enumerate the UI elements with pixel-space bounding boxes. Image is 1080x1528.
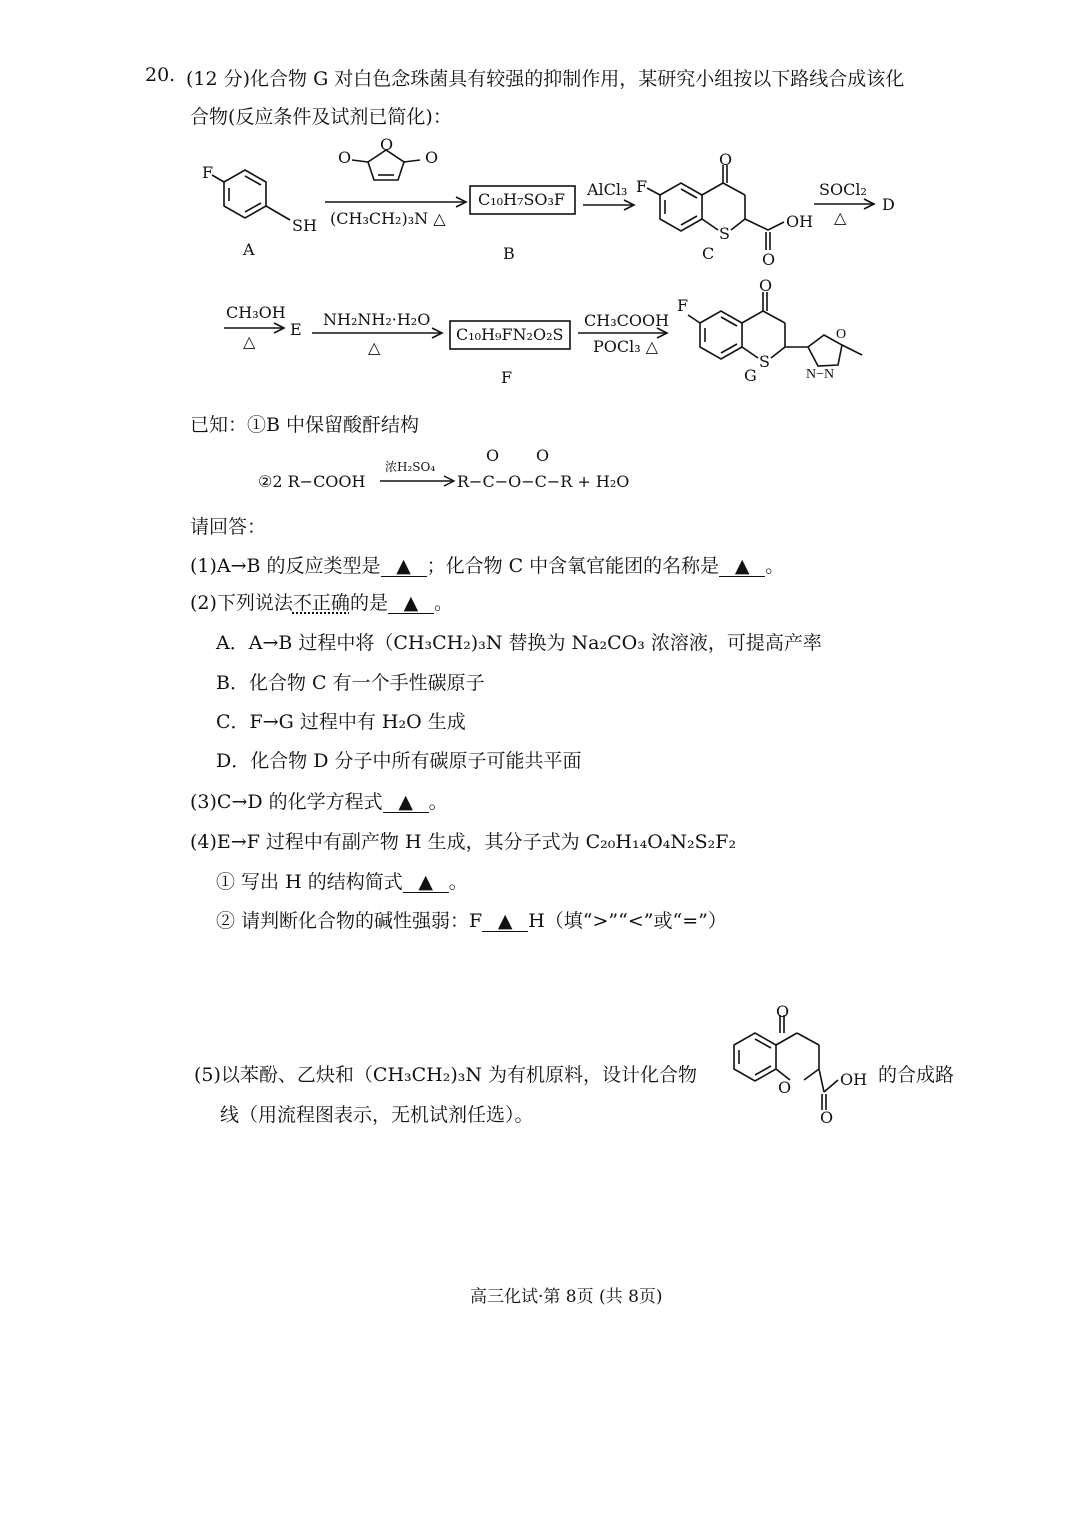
q4-1-end: 。: [448, 871, 468, 893]
question-5-line1-end: 的合成路: [878, 1064, 955, 1086]
known-equation-right: R−C−O−C−R + H₂O: [457, 472, 630, 491]
q4-2-text-b: H（填“>”“<”或“=”）: [528, 910, 727, 932]
known-equation-condition: 浓H₂SO₄: [385, 460, 436, 474]
question-intro-line1: (12 分)化合物 G 对白色念珠菌具有较强的抑制作用，某研究小组按以下路线合成该化: [186, 68, 905, 90]
question-4: (4)E→F 过程中有副产物 H 生成，其分子式为 C₂₀H₁₄O₄N₂S₂F₂: [190, 831, 737, 853]
known-carbonyl-o2: O: [536, 446, 550, 465]
compound-d-label: D: [882, 195, 895, 214]
compound-c-label: C: [702, 244, 715, 263]
option-a: A．A→B 过程中将（CH₃CH₂)₃N 替换为 Na₂CO₃ 浓溶液，可提高产率: [216, 632, 822, 654]
anhydride-o-ring: O: [380, 135, 394, 154]
q2-text-b: 的是: [349, 592, 388, 614]
question-4-1: [216, 867, 468, 894]
compound-g-sulfur: S: [759, 352, 770, 371]
q3-end: 。: [428, 791, 448, 813]
compound-e-label: E: [290, 320, 302, 339]
question-5-line1: (5)以苯酚、乙炔和（CH₃CH₂)₃N 为有机原料，设计化合物: [194, 1064, 698, 1086]
q2-text-a: (2)下列说法: [190, 592, 293, 614]
anhydride-o-right: O: [425, 148, 439, 167]
target-hydroxyl: OH: [840, 1070, 868, 1089]
compound-a-thiol: SH: [292, 216, 317, 235]
compound-g-ketone-o: O: [759, 276, 773, 295]
question-2: [190, 588, 453, 615]
intermediate-f-formula: C₁₀H₉FN₂O₂S: [456, 325, 564, 344]
known-statement: 已知：①B 中保留酸酐结构: [190, 414, 420, 436]
answer-blank-2[interactable]: ▲: [388, 593, 434, 614]
known-equation-arrow: [380, 470, 460, 490]
question-3: [190, 787, 448, 814]
compound-c-sulfur: S: [719, 224, 730, 243]
reagent4-label: CH₃OH: [226, 303, 286, 322]
compound-a-label: A: [243, 240, 255, 259]
q1-end: 。: [765, 555, 785, 577]
answer-blank-1a[interactable]: ▲: [381, 556, 427, 577]
question-1: [190, 551, 784, 578]
reagent5-condition: △: [368, 338, 381, 357]
reagent4-condition: △: [243, 332, 256, 351]
known-carbonyl-o1: O: [486, 446, 500, 465]
reagent1-condition: (CH₃CH₂)₃N △: [330, 209, 446, 228]
compound-g-ring: [700, 311, 742, 359]
compound-a-fluorine: F: [202, 163, 214, 182]
compound-f-label: F: [501, 368, 513, 387]
reagent6-label: CH₃COOH: [584, 311, 670, 330]
compound-c-carbonyl-o: O: [762, 250, 776, 269]
prompt-answer: 请回答：: [190, 516, 267, 538]
answer-blank-1b[interactable]: ▲: [719, 556, 765, 577]
q2-emphasis: 不正确: [292, 592, 350, 614]
answer-blank-3[interactable]: ▲: [383, 792, 429, 813]
question-intro-line2: 合物(反应条件及试剂已简化)：: [190, 106, 452, 128]
q4-1-text: ① 写出 H 的结构简式: [216, 871, 403, 893]
option-d: D．化合物 D 分子中所有碳原子可能共平面: [216, 750, 582, 772]
target-ketone-o: O: [776, 1002, 790, 1021]
reagent3-condition: △: [834, 208, 847, 227]
reagent5-label: NH₂NH₂·H₂O: [323, 310, 431, 329]
intermediate-b-formula: C₁₀H₇SO₃F: [478, 190, 566, 209]
option-c: C．F→G 过程中有 H₂O 生成: [216, 711, 466, 733]
compound-b-label: B: [503, 244, 515, 263]
compound-c-fluorine: F: [636, 177, 648, 196]
compound-g-label: G: [744, 366, 757, 385]
compound-c-ring: [660, 183, 702, 231]
known-equation-left: ②2 R−COOH: [258, 472, 366, 491]
question-4-2: [216, 906, 727, 933]
svg-text:O: O: [836, 327, 847, 342]
question-number: 20.: [145, 64, 176, 86]
compound-c-ketone-o: O: [719, 150, 733, 169]
answer-blank-4-2[interactable]: ▲: [482, 911, 528, 932]
q1-text-a: (1)A→B 的反应类型是: [190, 555, 381, 577]
compound-a-ring: [224, 170, 266, 218]
svg-text:N−N: N−N: [806, 367, 835, 382]
option-b: B．化合物 C 有一个手性碳原子: [216, 672, 485, 694]
compound-c-hydroxyl: OH: [786, 212, 814, 231]
target-ring-o: O: [778, 1078, 792, 1097]
target-carbonyl-o: O: [820, 1108, 834, 1127]
target-compound-structure: [712, 1000, 882, 1130]
reagent2-label: AlCl₃: [587, 180, 628, 199]
anhydride-o-left: O: [338, 148, 352, 167]
reagent3-label: SOCl₂: [819, 180, 867, 199]
q2-end: 。: [433, 592, 453, 614]
answer-blank-4-1[interactable]: ▲: [403, 872, 449, 893]
q1-text-b: ；化合物 C 中含氧官能团的名称是: [426, 555, 720, 577]
compound-g-fluorine: F: [677, 296, 689, 315]
q3-text: (3)C→D 的化学方程式: [190, 791, 383, 813]
page-footer: 高三化试·第 8页 (共 8页): [470, 1287, 663, 1307]
reagent6-condition: POCl₃ △: [593, 337, 659, 356]
q4-2-text-a: ② 请判断化合物的碱性强弱：F: [216, 910, 483, 932]
question-5-line2: 线（用流程图表示，无机试剂任选）。: [220, 1104, 534, 1126]
